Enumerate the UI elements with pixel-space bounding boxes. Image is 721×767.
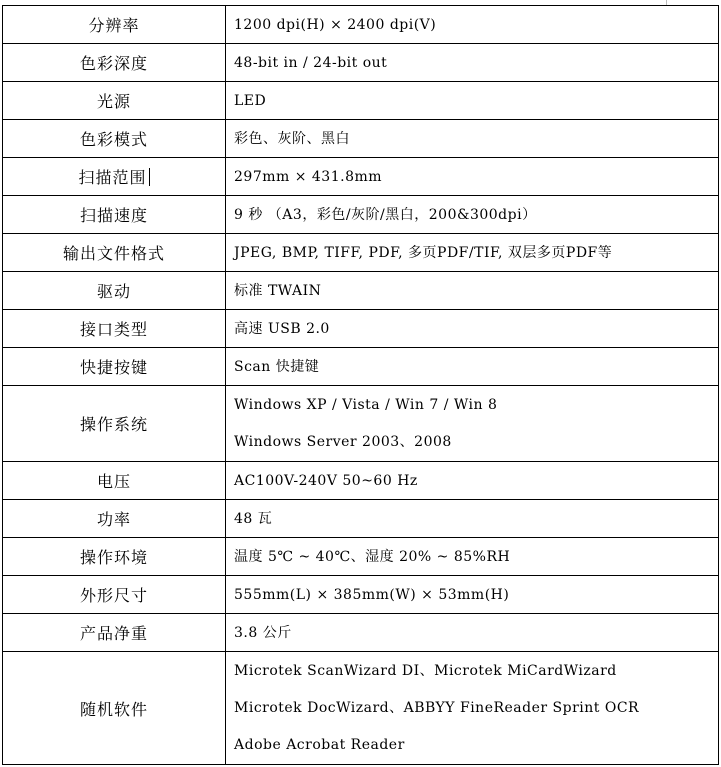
spec-table	[2, 5, 719, 765]
spec-row-scan-area	[3, 158, 719, 196]
spec-label: 驱动	[3, 272, 226, 310]
spec-label: 输出文件格式	[3, 234, 226, 272]
spec-label: 随机软件	[3, 652, 226, 765]
spec-value	[226, 196, 719, 234]
spec-value-line: 555mm(L) × 385mm(W) × 53mm(H)	[234, 586, 510, 603]
spec-label: 扫描速度	[3, 196, 226, 234]
spec-row-color-mode	[3, 120, 719, 158]
spec-value	[226, 386, 719, 462]
spec-value-line: AC100V-240V 50~60 Hz	[234, 472, 418, 489]
spec-label: 操作系统	[3, 386, 226, 462]
spec-row-driver	[3, 272, 719, 310]
text-cursor	[149, 168, 150, 186]
spec-row-scan-speed	[3, 196, 719, 234]
spec-label	[3, 158, 226, 196]
spec-label: 分辨率	[3, 6, 226, 44]
spec-value	[226, 272, 719, 310]
spec-value	[226, 500, 719, 538]
spec-row-net-weight	[3, 614, 719, 652]
spec-value	[226, 120, 719, 158]
spec-row-environment	[3, 538, 719, 576]
spec-value	[226, 82, 719, 120]
spec-label-text: 扫描范围	[78, 168, 147, 187]
spec-value	[226, 538, 719, 576]
spec-row-os	[3, 386, 719, 462]
spec-value	[226, 158, 719, 196]
spec-label: 电压	[3, 462, 226, 500]
spec-row-bundled-software	[3, 652, 719, 765]
spec-value-line: 1200 dpi(H) × 2400 dpi(V)	[234, 16, 437, 33]
spec-row-light-source	[3, 82, 719, 120]
spec-label: 光源	[3, 82, 226, 120]
spec-label: 操作环境	[3, 538, 226, 576]
spec-value-line: 48 瓦	[234, 510, 273, 527]
spec-row-color-depth	[3, 44, 719, 82]
spec-value-line: JPEG, BMP, TIFF, PDF, 多页PDF/TIF, 双层多页PDF等	[234, 244, 613, 261]
spec-value	[226, 310, 719, 348]
spec-row-voltage	[3, 462, 719, 500]
spec-value	[226, 652, 719, 765]
spec-label: 功率	[3, 500, 226, 538]
spec-label: 外形尺寸	[3, 576, 226, 614]
spec-row-output-format	[3, 234, 719, 272]
spec-value-line: 高速 USB 2.0	[234, 320, 330, 337]
spec-value	[226, 44, 719, 82]
spec-label: 接口类型	[3, 310, 226, 348]
spec-value-line: LED	[234, 92, 267, 109]
spec-value-line: Microtek DocWizard、ABBYY FineReader Sprint OCR	[234, 700, 640, 716]
spec-row-shortcut-keys	[3, 348, 719, 386]
spec-row-dimensions	[3, 576, 719, 614]
spec-label: 色彩深度	[3, 44, 226, 82]
spec-value-line: 彩色、灰阶、黑白	[234, 130, 350, 147]
spec-value-line: 48-bit in / 24-bit out	[234, 54, 388, 71]
spec-row-power	[3, 500, 719, 538]
spec-value-line: 温度 5℃ ~ 40℃、湿度 20% ~ 85%RH	[234, 548, 511, 565]
spec-value	[226, 234, 719, 272]
spec-row-resolution	[3, 6, 719, 44]
spec-value-line: 3.8 公斤	[234, 624, 292, 641]
spec-value-line: 297mm × 431.8mm	[234, 168, 383, 185]
spec-value	[226, 6, 719, 44]
spec-value-line: Windows XP / Vista / Win 7 / Win 8	[234, 397, 498, 413]
spec-label: 快捷按键	[3, 348, 226, 386]
spec-value-line: Windows Server 2003、2008	[234, 434, 452, 450]
spec-label: 产品净重	[3, 614, 226, 652]
spec-value-line: 9 秒 （A3，彩色/灰阶/黑白，200&300dpi）	[234, 206, 537, 223]
spec-value	[226, 614, 719, 652]
spec-document	[2, 5, 719, 765]
spec-value	[226, 462, 719, 500]
spec-label: 色彩模式	[3, 120, 226, 158]
spec-value-line: 标准 TWAIN	[234, 282, 322, 299]
spec-value	[226, 576, 719, 614]
spec-value-line: Microtek ScanWizard DI、Microtek MiCardWizard	[234, 663, 617, 679]
spec-row-interface	[3, 310, 719, 348]
spec-value	[226, 348, 719, 386]
spec-value-line: Scan 快捷键	[234, 358, 320, 375]
spec-value-line: Adobe Acrobat Reader	[234, 737, 405, 753]
